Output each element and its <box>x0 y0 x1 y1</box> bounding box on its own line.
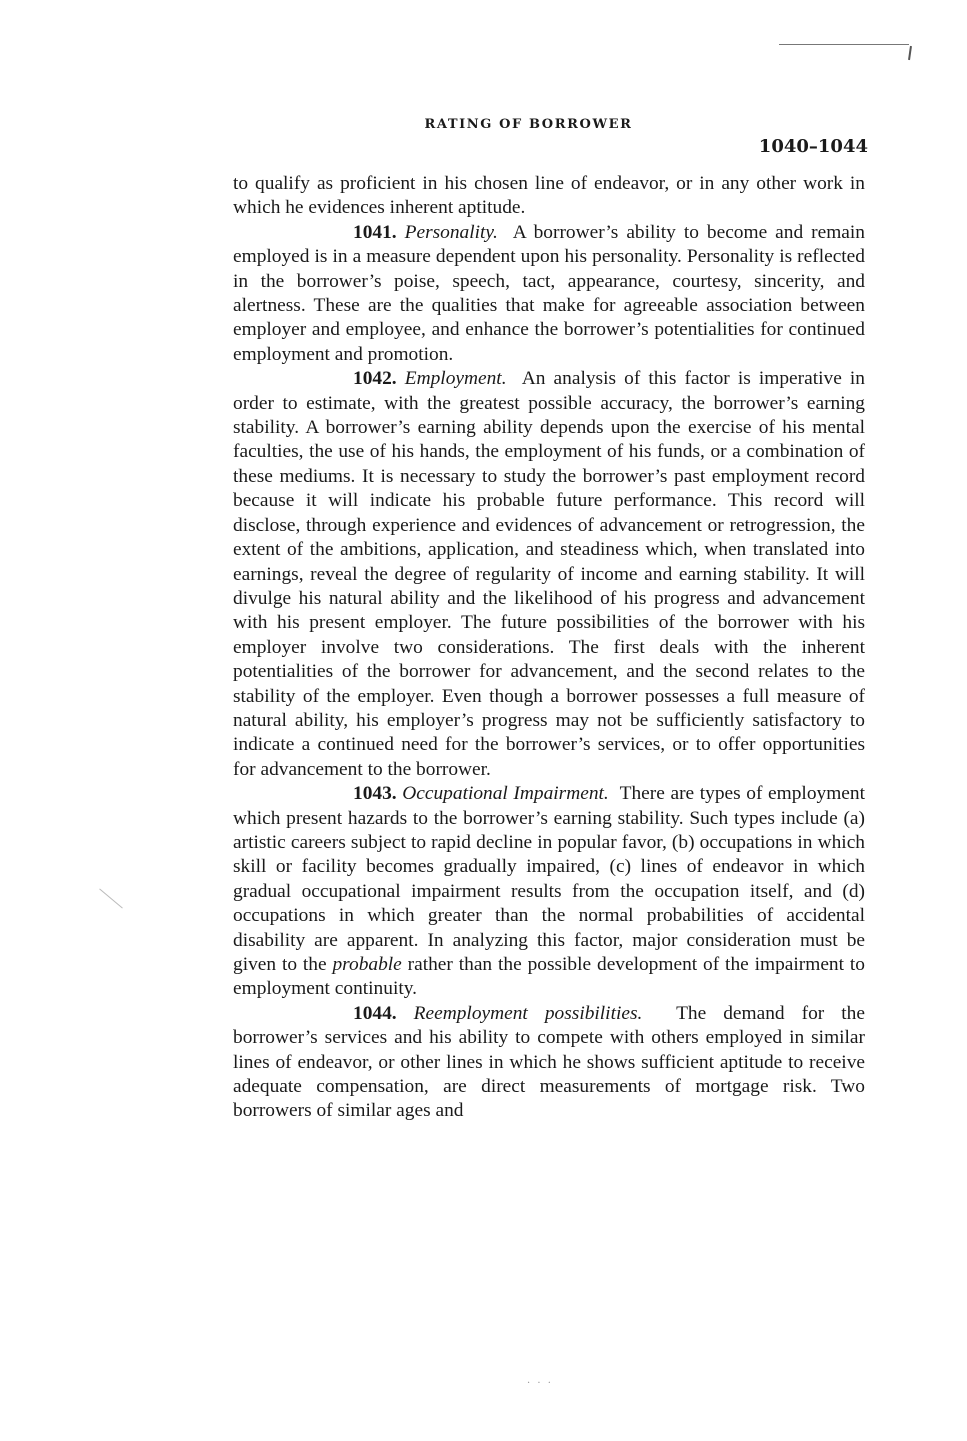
section-1042 <box>233 367 865 782</box>
section-1044 <box>233 1002 865 1124</box>
scan-artifact-line <box>779 44 909 45</box>
section-range: 1040–1044 <box>758 136 868 157</box>
section-text-continued: rather than the possible development of the impairment to employment continuity. <box>233 954 865 1000</box>
section-text: A borrower’s ability to become and remain employed is in a measure dependent upon his personality. Personality is reflected in the borrower’s poise, speech, tact, appearance, courtesy, sincerity, and alertness. These are the qualities that make for agreeable association between employer and employee, and enhance the borrower’s potentialities for continued employment and promotion. <box>233 221 865 365</box>
section-number: 1044. <box>353 1002 397 1024</box>
section-title: Reemployment possibilities. <box>413 1002 643 1024</box>
section-number: 1041. <box>353 221 397 243</box>
emphasis-word: probable <box>332 954 402 975</box>
section-title: Employment. <box>404 368 507 390</box>
section-title: Occupational Impairment. <box>402 783 609 805</box>
running-head: RATING OF BORROWER <box>424 117 633 132</box>
scan-artifact-tick <box>908 46 912 60</box>
section-number: 1043. <box>353 783 397 805</box>
section-1041 <box>233 221 865 367</box>
folio-mark: · · · <box>527 1378 553 1389</box>
section-text: An analysis of this factor is imperative in order to estimate, with the greatest possible accuracy, the borrower’s earning stability. A borrower’s earning ability depends upon the exercise of his mental faculties, the use of his hands, the employment of his funds, or a combination of these mediums. It is necessary to study the borrower’s past employment record because it will indicate his probable future performance. This record will disclose, through experience and evidences of advancement or retrogression, the extent of the ambitions, application, and steadiness which, when translated into earnings, reveal the degree of regularity of income and earning stability. It will divulge his natural ability and the likelihood of his progress and advancement with his present employer. The future possibilities of the borrower with his employer involve two considerations. The first deals with the inherent potentialities of the borrower for advancement, and the second relates to the stability of the employer. Even though a borrower possesses a full measure of natural ability, his employer’s progress may not be sufficiently satisfactory to indicate a continued need for the borrower’s services, or to offer opportunities for advancement to the borrower. <box>233 368 865 780</box>
section-text: The demand for the borrower’s services and his ability to compete with others employed in similar lines of endeavor, or other lines in which he shows sufficient aptitude to receive adequate compensation, are direct measurements of mortgage risk. Two borrowers of similar ages and <box>233 1002 865 1122</box>
section-number: 1042. <box>353 368 397 390</box>
section-title: Personality. <box>404 221 498 243</box>
margin-mark <box>99 888 123 908</box>
body-text <box>233 172 865 1124</box>
opening-paragraph: to qualify as proficient in his chosen line of endeavor, or in any other work in which he evidences inherent aptitude. <box>233 173 865 219</box>
section-text: There are types of employment which present hazards to the borrower’s earning stability. Such types include (a) artistic careers subject to rapid decline in popular favor, (b) occupations in which skill or facility becomes gradually impaired, (c) lines of endeavor in which gradual occupational impairment results from the occupation itself, and (d) occupations in which greater than the normal probabilities of accidental disability are apparent. In analyzing this factor, major consideration must be given to the <box>233 783 865 975</box>
section-1043 <box>233 782 865 1002</box>
